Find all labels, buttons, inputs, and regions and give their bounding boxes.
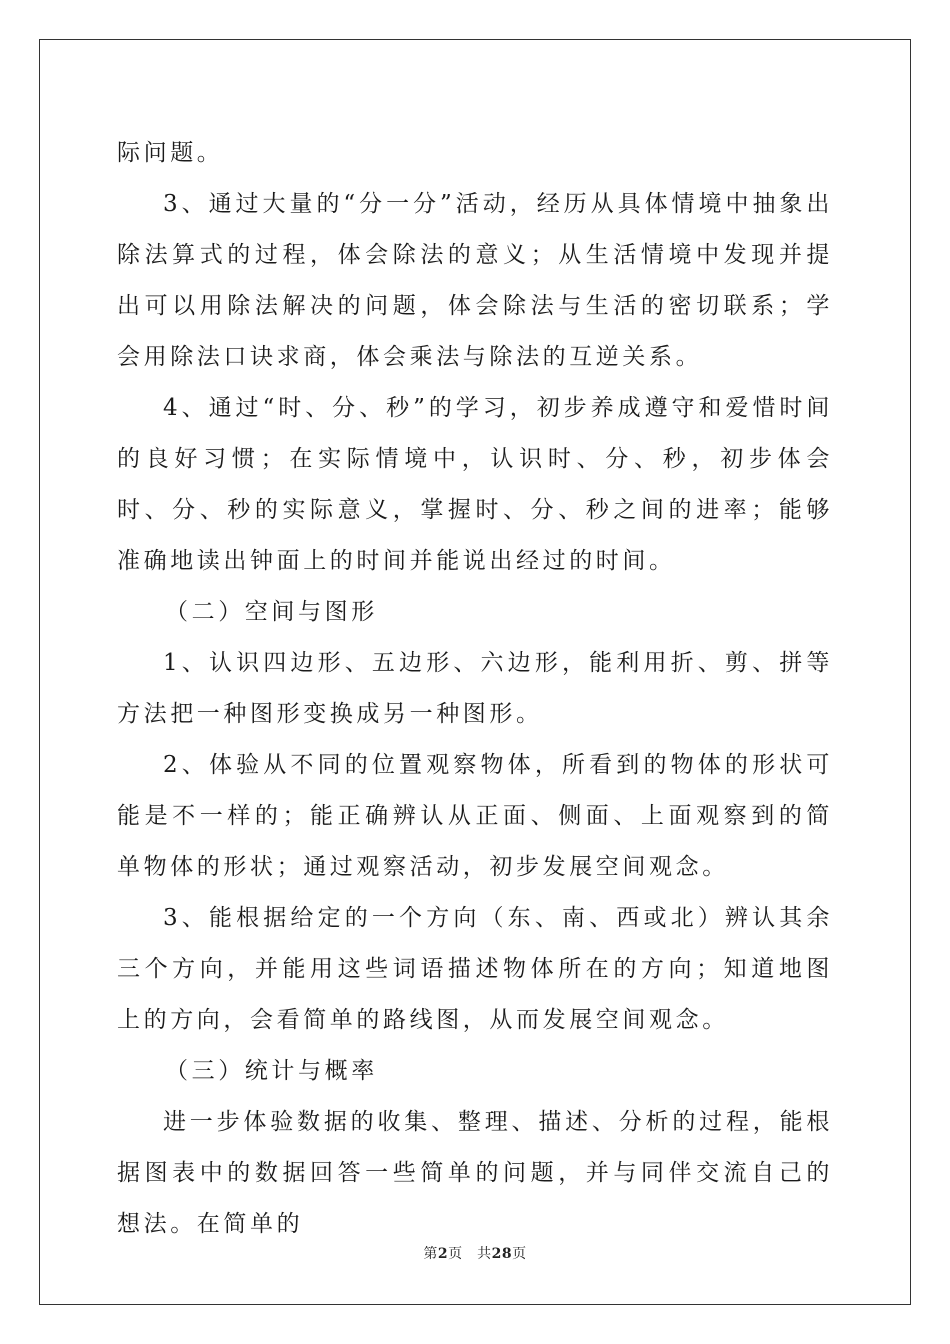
- total-page-count: 28: [491, 1246, 513, 1262]
- paragraph-1: 际问题。: [117, 140, 224, 166]
- paragraph-5: 2、体验从不同的位置观察物体，所看到的物体的形状可能是不一样的；能正确辨认从正面、侧面、上面观察到的简单物体的形状；通过观察活动，初步发展空间观念。: [117, 752, 833, 880]
- document-body: [117, 128, 833, 1250]
- paragraph-3: 4、通过“时、分、秒”的学习，初步养成遵守和爱惜时间的良好习惯；在实际情境中，认识时、分、秒，初步体会时、分、秒的实际意义，掌握时、分、秒之间的进率；能够准确地读出钟面上的时间并能说出经过的时间。: [117, 395, 833, 574]
- paragraph-7: 进一步体验数据的收集、整理、描述、分析的过程，能根据图表中的数据回答一些简单的问题，并与同伴交流自己的想法。在简单的: [117, 1109, 833, 1237]
- paragraph-6: 3、能根据给定的一个方向（东、南、西或北）辨认其余三个方向，并能用这些词语描述物体所在的方向；知道地图上的方向，会看简单的路线图，从而发展空间观念。: [117, 905, 833, 1033]
- footer-suffix: 页: [512, 1246, 527, 1262]
- paragraph-2: 3、通过大量的“分一分”活动，经历从具体情境中抽象出除法算式的过程，体会除法的意义；从生活情境中发现并提出可以用除法解决的问题，体会除法与生活的密切联系；学会用除法口诀求商，体会乘法与除法的互逆关系。: [117, 191, 833, 370]
- current-page-number: 2: [437, 1246, 449, 1262]
- page-footer: [0, 1243, 950, 1263]
- footer-mid: 页 共: [448, 1246, 492, 1262]
- section-heading-statistics: （三）统计与概率: [165, 1058, 378, 1084]
- section-heading-space-shapes: （二）空间与图形: [165, 599, 378, 625]
- paragraph-4: 1、认识四边形、五边形、六边形，能利用折、剪、拼等方法把一种图形变换成另一种图形。: [117, 650, 833, 727]
- footer-prefix: 第: [423, 1246, 438, 1262]
